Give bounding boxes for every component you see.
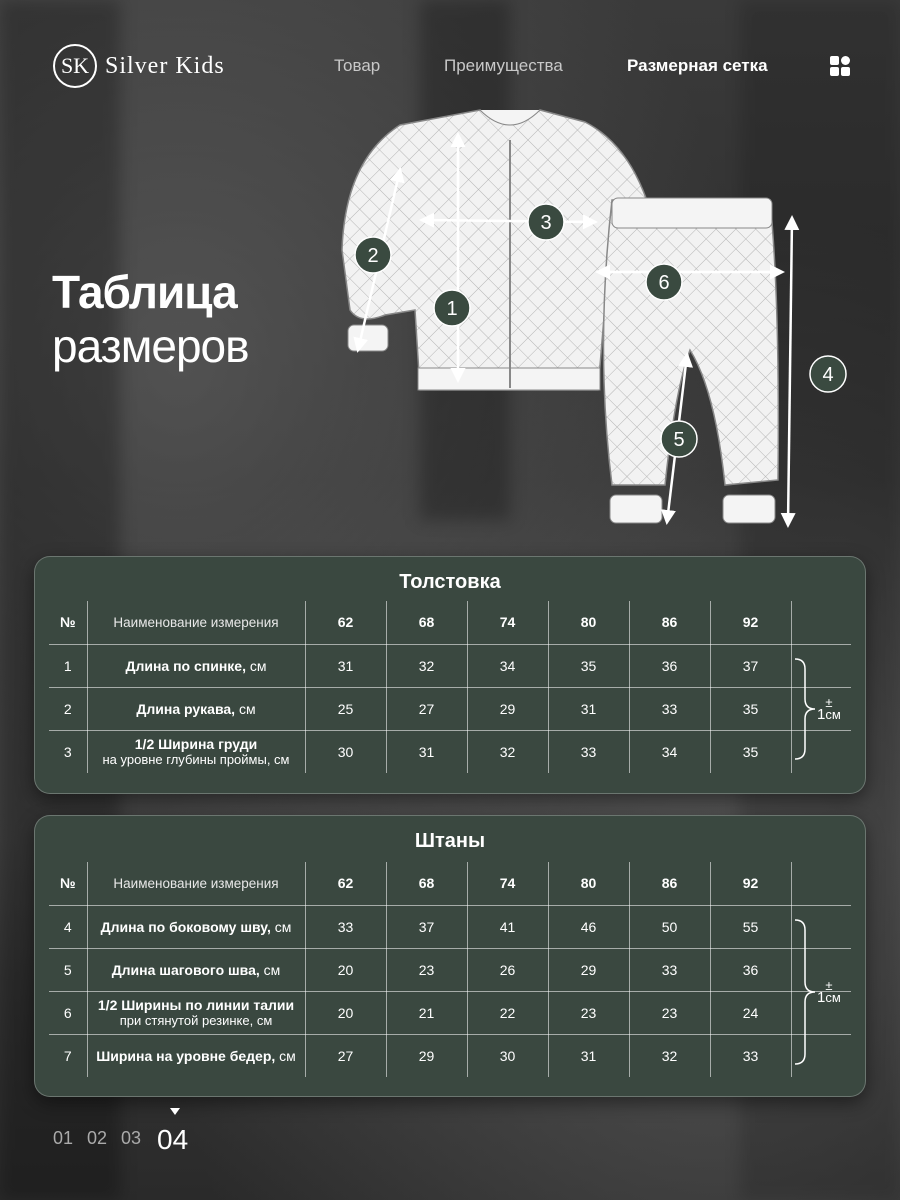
marker-6 (646, 264, 682, 300)
cell-value: 50 (629, 905, 710, 948)
row-name: Ширина на уровне бедер, см (87, 1034, 305, 1077)
sweatshirt-size-table (34, 556, 866, 794)
pants-drawing (604, 198, 779, 523)
row-num: 3 (49, 730, 87, 773)
cell-value: 31 (548, 1034, 629, 1077)
col-size-header: 92 (710, 601, 791, 644)
cell-value: 29 (548, 948, 629, 991)
cell-value: 26 (467, 948, 548, 991)
cell-value: 33 (710, 1034, 791, 1077)
table-header-row (49, 862, 851, 905)
marker-4 (810, 356, 846, 392)
row-name: Длина по спинке, см (87, 644, 305, 687)
svg-text:6: 6 (658, 272, 670, 294)
svg-text:1: 1 (446, 298, 458, 320)
size-table (49, 862, 851, 1077)
nav-item-product[interactable]: Товар (334, 56, 381, 75)
row-name: Длина по боковому шву, см (87, 905, 305, 948)
cell-value: 36 (710, 948, 791, 991)
garment-illustration (330, 100, 870, 540)
pager-item-04[interactable]: 04 (157, 1124, 189, 1155)
size-table (49, 601, 851, 773)
col-size-header: 80 (548, 862, 629, 905)
logo-mark: SK (53, 44, 97, 88)
cell-value: 20 (305, 948, 386, 991)
svg-text:2: 2 (367, 245, 379, 267)
cell-value: 31 (386, 730, 467, 773)
row-name: 1/2 Ширины по линии талии при стянутой резинке, см (87, 991, 305, 1034)
col-size-header: 80 (548, 601, 629, 644)
col-size-header: 86 (629, 601, 710, 644)
cell-value: 34 (467, 644, 548, 687)
row-num: 6 (49, 991, 87, 1034)
row-num: 7 (49, 1034, 87, 1077)
cell-value: 46 (548, 905, 629, 948)
table-row (49, 644, 851, 687)
nav-item-advantages[interactable]: Преимущества (444, 56, 563, 75)
cell-value: 32 (629, 1034, 710, 1077)
cell-value: 35 (710, 687, 791, 730)
cell-value: 31 (305, 644, 386, 687)
tolerance-brace (793, 657, 817, 761)
row-name: Длина шагового шва, см (87, 948, 305, 991)
cell-value: 41 (467, 905, 548, 948)
row-name: Длина рукава, см (87, 687, 305, 730)
col-size-header: 74 (467, 862, 548, 905)
cell-value: 23 (629, 991, 710, 1034)
cell-value: 37 (710, 644, 791, 687)
table-header-row (49, 601, 851, 644)
col-name-header: Наименование измерения (87, 601, 305, 644)
cell-value: 29 (386, 1034, 467, 1077)
cell-value: 30 (305, 730, 386, 773)
col-num-header: № (49, 862, 87, 905)
col-size-header: 92 (710, 862, 791, 905)
page-title-line1: Таблица (52, 266, 237, 318)
cell-value: 22 (467, 991, 548, 1034)
svg-text:5: 5 (673, 429, 685, 451)
table-row (49, 730, 851, 773)
table-title: Толстовка (399, 571, 501, 593)
tolerance-label: ± 1см (817, 695, 841, 723)
cell-value: 35 (548, 644, 629, 687)
cell-value: 24 (710, 991, 791, 1034)
col-size-header: 74 (467, 601, 548, 644)
marker-2 (355, 237, 391, 273)
table-row (49, 687, 851, 730)
row-num: 2 (49, 687, 87, 730)
cell-value: 55 (710, 905, 791, 948)
cell-value: 21 (386, 991, 467, 1034)
table-row (49, 948, 851, 991)
cell-value: 23 (386, 948, 467, 991)
pager-item-03[interactable]: 03 (121, 1128, 142, 1148)
marker-5 (661, 421, 697, 457)
svg-text:3: 3 (540, 212, 552, 234)
cell-value: 37 (386, 905, 467, 948)
cell-value: 27 (305, 1034, 386, 1077)
col-name-header: Наименование измерения (87, 862, 305, 905)
cell-value: 23 (548, 991, 629, 1034)
cell-value: 36 (629, 644, 710, 687)
brand-name: Silver Kids (105, 52, 225, 79)
cell-value: 30 (467, 1034, 548, 1077)
grid-icon[interactable] (830, 56, 850, 76)
col-size-header: 62 (305, 601, 386, 644)
col-size-header: 62 (305, 862, 386, 905)
col-size-header: 86 (629, 862, 710, 905)
tolerance-brace (793, 918, 817, 1066)
cell-value: 29 (467, 687, 548, 730)
col-size-header: 68 (386, 601, 467, 644)
col-num-header: № (49, 601, 87, 644)
row-num: 5 (49, 948, 87, 991)
row-num: 1 (49, 644, 87, 687)
cell-value: 20 (305, 991, 386, 1034)
cell-value: 33 (548, 730, 629, 773)
cell-value: 25 (305, 687, 386, 730)
page-title (52, 265, 249, 373)
cell-value: 35 (710, 730, 791, 773)
cell-value: 32 (467, 730, 548, 773)
cell-value: 27 (386, 687, 467, 730)
cell-value: 31 (548, 687, 629, 730)
col-size-header: 68 (386, 862, 467, 905)
cell-value: 34 (629, 730, 710, 773)
pager-item-02[interactable]: 02 (87, 1128, 108, 1148)
row-num: 4 (49, 905, 87, 948)
marker-1 (434, 290, 470, 326)
cell-value: 33 (305, 905, 386, 948)
tolerance-label: ± 1см (817, 978, 841, 1006)
brand-logo[interactable] (53, 44, 225, 88)
cell-value: 32 (386, 644, 467, 687)
pants-size-table (34, 815, 866, 1097)
pager-item-01[interactable]: 01 (53, 1128, 74, 1148)
page-title-line2: размеров (52, 320, 249, 372)
table-title: Штаны (414, 830, 486, 852)
row-name: 1/2 Ширина груди на уровне глубины проймы, см (87, 730, 305, 773)
marker-3 (528, 204, 564, 240)
nav-item-size-chart[interactable]: Размерная сетка (627, 56, 768, 75)
table-row (49, 991, 851, 1034)
cell-value: 33 (629, 948, 710, 991)
table-row (49, 1034, 851, 1077)
svg-text:4: 4 (822, 364, 834, 386)
pager-indicator-icon (170, 1108, 180, 1115)
cell-value: 33 (629, 687, 710, 730)
table-row (49, 905, 851, 948)
